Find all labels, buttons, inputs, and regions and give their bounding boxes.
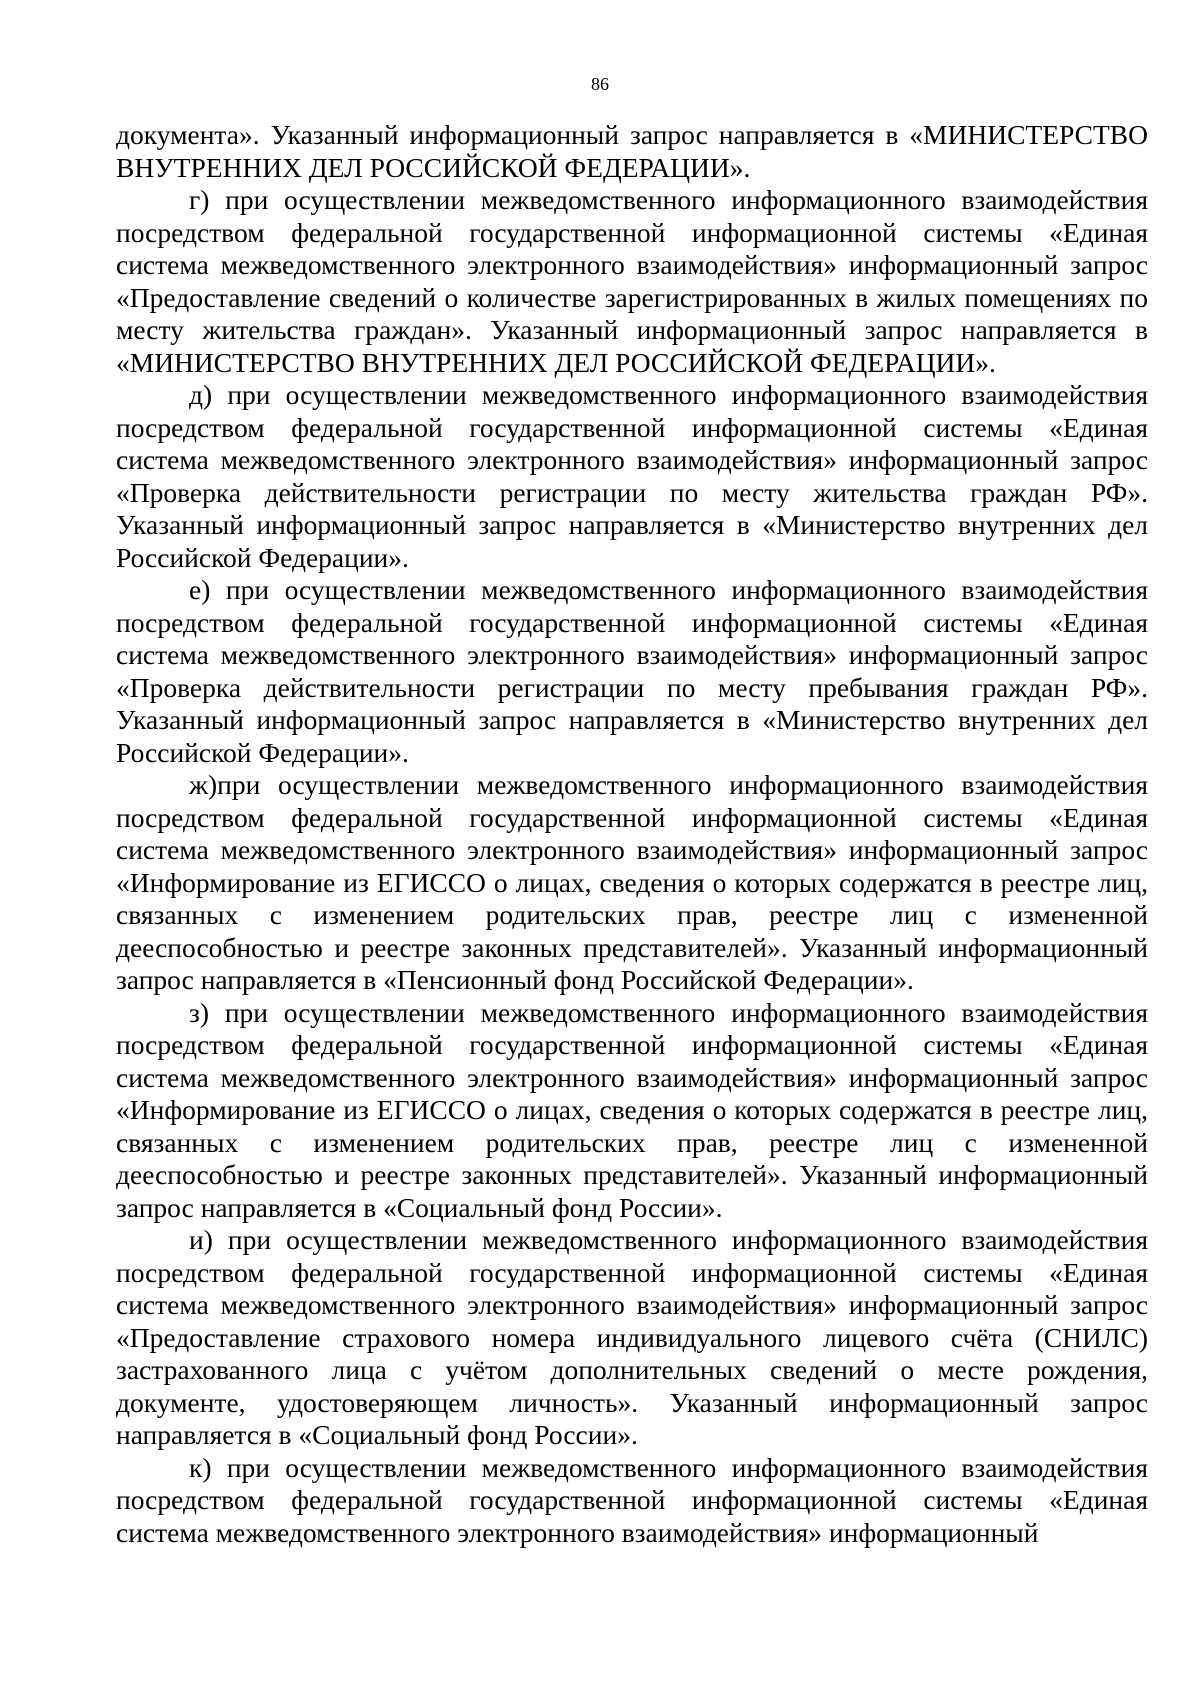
- paragraph-item-zh: ж)при осуществлении межведомственного информационного взаимодействия посредством федеральной государственной информационной системы «Единая система межведомственного электронного взаимодействия» информационный запрос «Информирование из ЕГИССО о лицах, сведения о которых содержатся в реестре лиц, связанных с изменением родительских прав, реестре лиц с измененной дееспособностью и реестре законных представителей». Указанный информационный запрос направляется в «Пенсионный фонд Российской Федерации».: [116, 769, 1148, 995]
- paragraph-item-g: г) при осуществлении межведомственного информационного взаимодействия посредством федеральной государственной информационной системы «Единая система межведомственного электронного взаимодействия» информационный запрос «Предоставление сведений о количестве зарегистрированных в жилых помещениях по месту жительства граждан». Указанный информационный запрос направляется в «МИНИСТЕРСТВО ВНУТРЕННИХ ДЕЛ РОССИЙСКОЙ ФЕДЕРАЦИИ».: [116, 184, 1148, 378]
- page-number: 86: [591, 74, 609, 94]
- paragraph-item-i: и) при осуществлении межведомственного информационного взаимодействия посредством федеральной государственной информационной системы «Единая система межведомственного электронного взаимодействия» информационный запрос «Предоставление страхового номера индивидуального лицевого счёта (СНИЛС) застрахованного лица с учётом дополнительных сведений о месте рождения, документе, удостоверяющем личность». Указанный информационный запрос направляется в «Социальный фонд России».: [116, 1224, 1148, 1450]
- paragraph-item-z: з) при осуществлении межведомственного информационного взаимодействия посредством федеральной государственной информационной системы «Единая система межведомственного электронного взаимодействия» информационный запрос «Информирование из ЕГИССО о лицах, сведения о которых содержатся в реестре лиц, связанных с изменением родительских прав, реестре лиц с измененной дееспособностью и реестре законных представителей». Указанный информационный запрос направляется в «Социальный фонд России».: [116, 996, 1148, 1223]
- paragraph-item-e: е) при осуществлении межведомственного информационного взаимодействия посредством федеральной государственной информационной системы «Единая система межведомственного электронного взаимодействия» информационный запрос «Проверка действительности регистрации по месту пребывания граждан РФ». Указанный информационный запрос направляется в «Министерство внутренних дел Российской Федерации».: [116, 574, 1148, 768]
- paragraph-item-k: к) при осуществлении межведомственного информационного взаимодействия посредством федеральной государственной информационной системы «Единая система межведомственного электронного взаимодействия» информационный: [116, 1451, 1148, 1548]
- paragraph-item-d: д) при осуществлении межведомственного информационного взаимодействия посредством федеральной государственной информационной системы «Единая система межведомственного электронного взаимодействия» информационный запрос «Проверка действительности регистрации по месту жительства граждан РФ». Указанный информационный запрос направляется в «Министерство внутренних дел Российской Федерации».: [116, 379, 1148, 573]
- document-body: [116, 119, 1148, 1549]
- paragraph-continuation: документа». Указанный информационный запрос направляется в «МИНИСТЕРСТВО ВНУТРЕННИХ ДЕЛ РОССИЙСКОЙ ФЕДЕРАЦИИ».: [116, 119, 1148, 183]
